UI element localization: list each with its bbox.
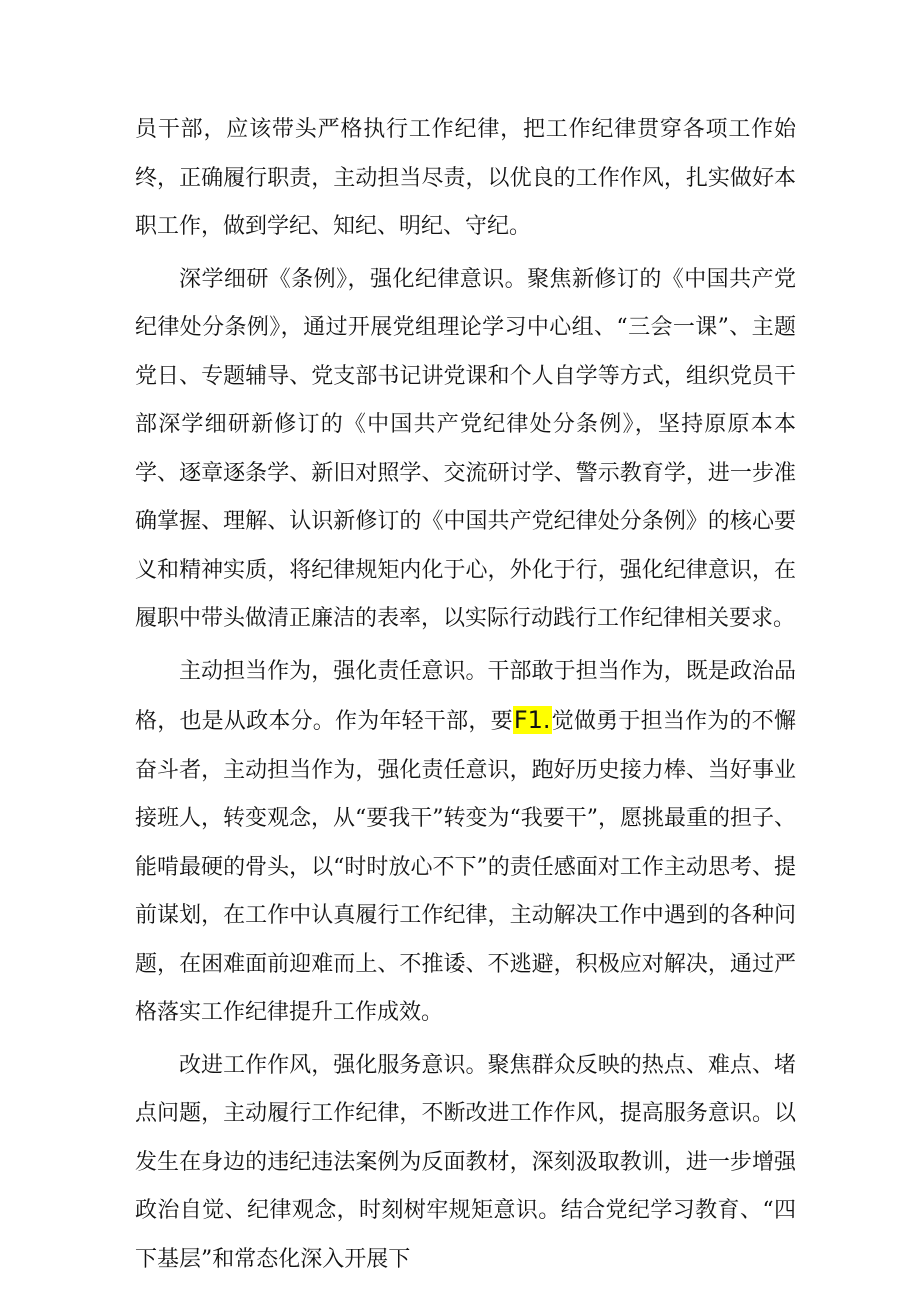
highlighted-marker: F1. [513,706,551,734]
paragraph-responsibility-text-before: 主动担当作为，强化责任意识。干部敢于担当作为，既是政治品格，也是从政本分。作为年轻干部，要 [135,658,796,734]
paragraph-responsibility-text-after: 觉做勇于担当作为的不懈奋斗者，主动担当作为，强化责任意识，跑好历史接力棒、当好事业接班人，转变观念，从“要我干”转变为“我要干”，愿挑最重的担子、能啃最硬的骨头，以“时时放心不下”的责任感面对工作主动思考、提前谋划，在工作中认真履行工作纪律，主动解决工作中遇到的各种问题，在困难面前迎难而上、不推诿、不逃避，积极应对解决，通过严格落实工作纪律提升工作成效。 [135,709,796,1025]
paragraph-work-style: 改进工作作风，强化服务意识。聚焦群众反映的热点、难点、堵点问题，主动履行工作纪律，不断改进工作作风，提高服务意识。以发生在身边的违纪违法案例为反面教材，深刻汲取教训，进一步增强政治自觉、纪律观念，时刻树牢规矩意识。结合党纪学习教育、“四下基层”和常态化深入开展下 [135,1052,796,1272]
paragraph-continuation: 员干部，应该带头严格执行工作纪律，把工作纪律贯穿各项工作始终，正确履行职责，主动担当尽责，以优良的工作作风，扎实做好本职工作，做到学纪、知纪、明纪、守纪。 [135,117,796,239]
paragraph-study-regulations: 深学细研《条例》，强化纪律意识。聚焦新修订的《中国共产党纪律处分条例》，通过开展党组理论学习中心组、“三会一课”、主题党日、专题辅导、党支部书记讲党课和个人自学等方式，组织党员干部深学细研新修订的《中国共产党纪律处分条例》，坚持原原本本学、逐章逐条学、新旧对照学、交流研讨学、警示教育学，进一步准确掌握、理解、认识新修订的《中国共产党纪律处分条例》的核心要义和精神实质，将纪律规矩内化于心，外化于行，强化纪律意识，在履职中带头做清正廉洁的表率，以实际行动践行工作纪律相关要求。 [135,266,796,631]
paragraph-responsibility [135,648,796,1038]
